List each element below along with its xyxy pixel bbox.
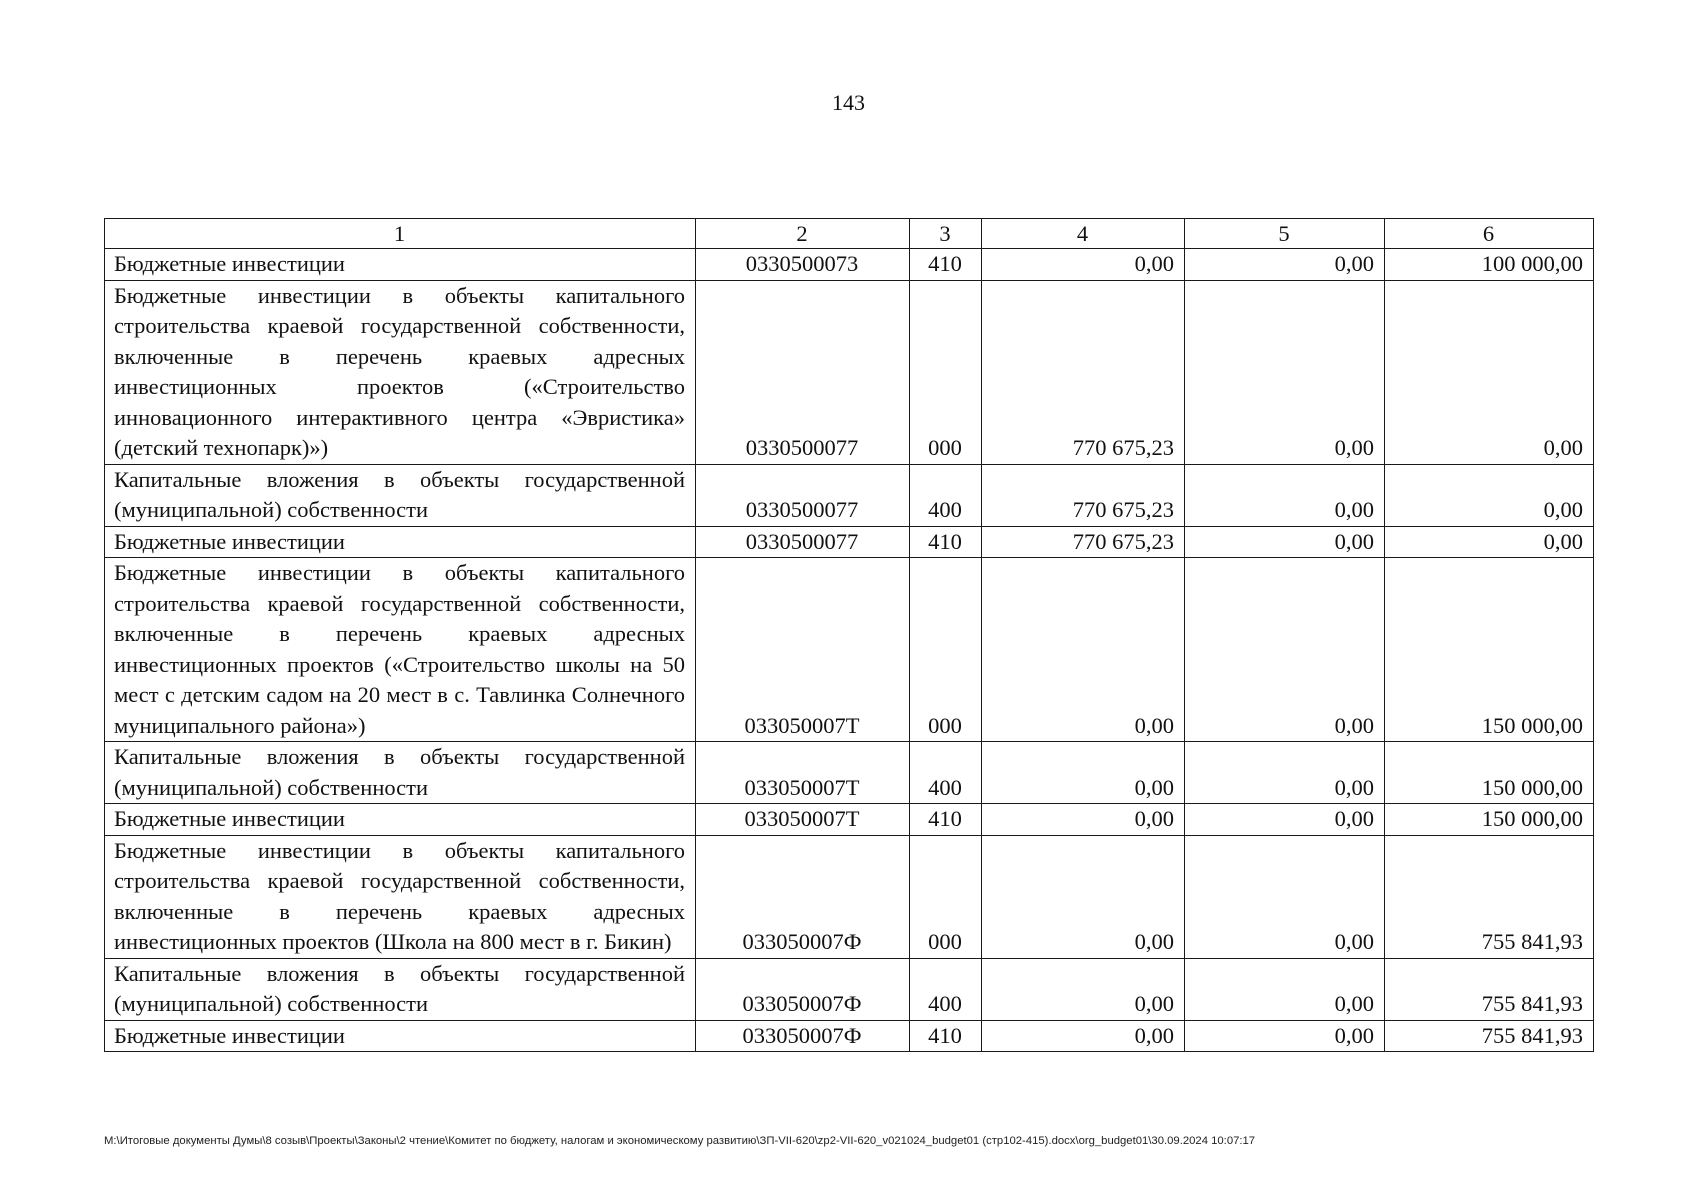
row-target-code: 0330500077 [696,464,910,526]
row-amount-col6: 100 000,00 [1385,249,1594,281]
table-row [105,835,1594,958]
row-amount-col6: 755 841,93 [1385,958,1594,1020]
row-expense-type: 400 [910,464,982,526]
row-amount-col5: 0,00 [1185,804,1385,836]
column-header: 3 [910,219,982,249]
row-amount-col6: 150 000,00 [1385,742,1594,804]
row-amount-col5: 0,00 [1185,280,1385,464]
row-amount-col6: 755 841,93 [1385,835,1594,958]
column-header: 4 [982,219,1185,249]
row-amount-col4: 770 675,23 [982,280,1185,464]
row-amount-col4: 770 675,23 [982,464,1185,526]
document-path-footer: M:\Итоговые документы Думы\8 созыв\Проекты\Законы\2 чтение\Комитет по бюджету, налогам и экономическому развитию\ЗП-VII-620\zp2-VII-620_v021024_budget01 (стр102-415).docx\org_budget01\30.09.2024 10:07:17 [104,1135,1256,1147]
row-amount-col6: 150 000,00 [1385,558,1594,742]
row-expense-type: 410 [910,804,982,836]
row-amount-col4: 0,00 [982,958,1185,1020]
table-row [105,804,1594,836]
row-amount-col6: 755 841,93 [1385,1020,1594,1052]
row-name: Бюджетные инвестиции в объекты капитального строительства краевой государственной собственности, включенные в перечень краевых адресных инвестиционных проектов («Строительство инновационного интерактивного центра «Эвристика» (детский технопарк)») [105,280,696,464]
row-target-code: 0330500077 [696,526,910,558]
row-target-code: 033050007Т [696,742,910,804]
row-amount-col6: 0,00 [1385,526,1594,558]
row-expense-type: 410 [910,1020,982,1052]
row-target-code: 0330500073 [696,249,910,281]
row-amount-col5: 0,00 [1185,249,1385,281]
row-amount-col6: 0,00 [1385,280,1594,464]
row-name: Бюджетные инвестиции [105,804,696,836]
row-amount-col4: 0,00 [982,742,1185,804]
row-name: Капитальные вложения в объекты государственной (муниципальной) собственности [105,742,696,804]
row-amount-col4: 0,00 [982,1020,1185,1052]
row-target-code: 033050007Т [696,558,910,742]
row-amount-col4: 0,00 [982,249,1185,281]
table-row [105,249,1594,281]
table-row [105,526,1594,558]
row-amount-col6: 0,00 [1385,464,1594,526]
row-expense-type: 410 [910,249,982,281]
row-expense-type: 000 [910,280,982,464]
column-header: 1 [105,219,696,249]
row-name: Бюджетные инвестиции [105,249,696,281]
row-amount-col5: 0,00 [1185,526,1385,558]
budget-table [104,218,1594,1052]
row-name: Бюджетные инвестиции в объекты капитального строительства краевой государственной собственности, включенные в перечень краевых адресных инвестиционных проектов (Школа на 800 мест в г. Бикин) [105,835,696,958]
row-name: Бюджетные инвестиции [105,1020,696,1052]
row-amount-col5: 0,00 [1185,958,1385,1020]
table-header-row [105,219,1594,249]
row-expense-type: 410 [910,526,982,558]
column-header: 2 [696,219,910,249]
row-expense-type: 000 [910,558,982,742]
row-amount-col5: 0,00 [1185,464,1385,526]
row-amount-col5: 0,00 [1185,742,1385,804]
row-amount-col4: 0,00 [982,835,1185,958]
row-name: Капитальные вложения в объекты государственной (муниципальной) собственности [105,464,696,526]
table-row [105,958,1594,1020]
table-row [105,558,1594,742]
row-target-code: 033050007Ф [696,958,910,1020]
row-amount-col5: 0,00 [1185,558,1385,742]
row-amount-col5: 0,00 [1185,1020,1385,1052]
table-row [105,280,1594,464]
row-expense-type: 400 [910,742,982,804]
table-row [105,464,1594,526]
row-name: Бюджетные инвестиции [105,526,696,558]
row-target-code: 033050007Ф [696,835,910,958]
row-amount-col6: 150 000,00 [1385,804,1594,836]
row-target-code: 0330500077 [696,280,910,464]
row-amount-col4: 0,00 [982,558,1185,742]
table-row [105,742,1594,804]
page-number: 143 [832,90,865,115]
row-amount-col4: 770 675,23 [982,526,1185,558]
column-header: 6 [1385,219,1594,249]
column-header: 5 [1185,219,1385,249]
table-row [105,1020,1594,1052]
row-target-code: 033050007Т [696,804,910,836]
row-name: Капитальные вложения в объекты государственной (муниципальной) собственности [105,958,696,1020]
row-amount-col5: 0,00 [1185,835,1385,958]
row-name: Бюджетные инвестиции в объекты капитального строительства краевой государственной собственности, включенные в перечень краевых адресных инвестиционных проектов («Строительство школы на 50 мест с детским садом на 20 мест в с. Тавлинка Солнечного муниципального района») [105,558,696,742]
row-expense-type: 400 [910,958,982,1020]
row-target-code: 033050007Ф [696,1020,910,1052]
row-expense-type: 000 [910,835,982,958]
row-amount-col4: 0,00 [982,804,1185,836]
